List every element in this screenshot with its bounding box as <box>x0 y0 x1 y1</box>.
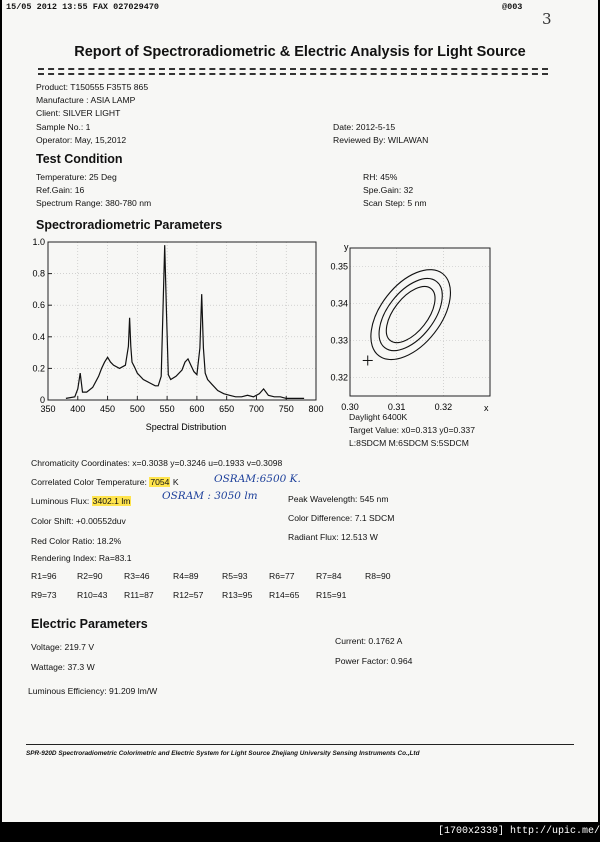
r-value: R6=77 <box>269 571 295 581</box>
chromaticity-x-axis-label: x <box>484 403 489 413</box>
spectral-grid <box>48 242 316 400</box>
target-value-label: Target Value: x0=0.313 y0=0.337 <box>349 425 475 435</box>
r-value: R5=93 <box>222 571 248 581</box>
r-value: R3=46 <box>124 571 150 581</box>
spectral-x-tick-label: 650 <box>219 404 235 414</box>
sdcm-legend: L:8SDCM M:6SDCM S:5SDCM <box>349 438 469 448</box>
spectral-y-tick-label: 1.0 <box>32 237 45 247</box>
chromaticity-y-tick-label: 0.34 <box>330 298 348 309</box>
title-divider-2 <box>38 73 548 75</box>
manufacture-field: Manufacture : ASIA LAMP <box>36 95 136 105</box>
rendering-index: Rendering Index: Ra=83.1 <box>31 553 132 563</box>
sample-no-field: Sample No.: 1 <box>36 122 91 132</box>
handwritten-page-number: 3 <box>542 10 552 28</box>
r-value: R8=90 <box>365 571 391 581</box>
r-value: R2=90 <box>77 571 103 581</box>
spectral-x-ticks <box>40 396 323 414</box>
spectral-x-tick-label: 750 <box>278 404 294 414</box>
spectro-heading: Spectroradiometric Parameters <box>36 218 223 232</box>
chromaticity-y-ticks <box>330 262 348 383</box>
spectral-x-tick-label: 400 <box>70 404 86 414</box>
operator-field: Operator: May, 15,2012 <box>36 135 127 145</box>
chromaticity-y-axis-label: y <box>344 242 349 252</box>
spe-gain-field: Spe.Gain: 32 <box>363 185 414 195</box>
chromaticity-coordinates: Chromaticity Coordinates: x=0.3038 y=0.3246 u=0.1933 v=0.3098 <box>31 458 283 468</box>
spectrum-range-field: Spectrum Range: 380-780 nm <box>36 198 152 208</box>
chromaticity-plot-frame <box>350 248 490 396</box>
spectral-x-tick-label: 550 <box>159 404 175 414</box>
cct-label: Correlated Color Temperature: <box>31 477 147 487</box>
fax-header: 15/05 2012 13:55 FAX 027029470 <box>6 2 160 12</box>
chromaticity-x-tick-label: 0.31 <box>387 402 406 412</box>
scanned-report-page <box>2 0 598 822</box>
reviewed-by-field: Reviewed By: WILAWAN <box>333 135 429 145</box>
spectral-x-tick-label: 500 <box>129 404 145 414</box>
spectral-distribution-chart <box>26 234 326 439</box>
flux-row <box>31 496 131 506</box>
instrument-footer: SPR-920D Spectroradiometric Colorimetric and Electric System for Light Source Zhejiang University Sensing Instruments Co.,Ltd <box>26 750 420 757</box>
electric-heading: Electric Parameters <box>31 617 148 631</box>
chromaticity-y-tick-label: 0.35 <box>330 261 348 272</box>
fax-page-number: @003 <box>502 2 523 12</box>
spectral-x-tick-label: 800 <box>308 404 324 414</box>
spectral-y-tick-label: 0.6 <box>32 300 45 311</box>
wattage-field: Wattage: 37.3 W <box>31 662 95 672</box>
client-field: Client: SILVER LIGHT <box>36 108 121 118</box>
test-condition-heading: Test Condition <box>36 152 123 166</box>
voltage-field: Voltage: 219.7 V <box>31 642 95 652</box>
r-value: R4=89 <box>173 571 199 581</box>
sdcm-ellipse-5sdcm <box>377 278 444 351</box>
red-color-ratio: Red Color Ratio: 18.2% <box>31 536 122 546</box>
r-value: R15=91 <box>316 590 347 600</box>
r-value: R11=87 <box>124 590 154 600</box>
spectral-y-tick-label: 0.8 <box>32 268 45 279</box>
product-field: Product: T150555 F35T5 865 <box>36 82 149 92</box>
chromaticity-x-tick-label: 0.32 <box>434 402 453 412</box>
spectral-x-tick-label: 700 <box>248 404 264 414</box>
chromaticity-chart <box>328 238 498 418</box>
r-value: R9=73 <box>31 590 57 600</box>
spectral-y-tick-label: 0.2 <box>32 363 45 374</box>
spectral-x-tick-label: 350 <box>40 404 56 414</box>
spectral-x-tick-label: 450 <box>100 404 116 414</box>
chromaticity-grid <box>350 248 490 396</box>
date-field: Date: 2012-5-15 <box>333 122 396 132</box>
chromaticity-x-ticks <box>341 402 452 412</box>
scan-step-field: Scan Step: 5 nm <box>363 198 427 208</box>
color-difference: Color Difference: 7.1 SDCM <box>288 513 395 523</box>
cct-unit: K <box>172 477 179 487</box>
ref-gain-field: Ref.Gain: 16 <box>36 185 85 195</box>
cct-value: 7054 <box>150 477 170 487</box>
spectral-x-axis-label: Spectral Distribution <box>145 422 227 432</box>
current-field: Current: 0.1762 A <box>335 636 403 646</box>
title-divider <box>38 68 548 70</box>
spectral-y-tick-label: 0 <box>39 395 45 405</box>
sdcm-ellipses <box>355 255 466 374</box>
rh-field: RH: 45% <box>363 172 398 182</box>
flux-label: Luminous Flux: <box>31 496 90 506</box>
chromaticity-y-tick-label: 0.33 <box>330 335 348 346</box>
spectral-y-tick-label: 0.4 <box>32 331 45 342</box>
measured-point-marker <box>363 355 373 365</box>
peak-wavelength: Peak Wavelength: 545 nm <box>288 494 389 504</box>
cct-row <box>31 477 179 487</box>
temperature-field: Temperature: 25 Deg <box>36 172 117 182</box>
chromaticity-x-tick-label: 0.30 <box>341 402 359 412</box>
chromaticity-y-tick-label: 0.32 <box>330 372 348 383</box>
r-value: R12=57 <box>173 590 204 600</box>
spectral-y-ticks <box>32 237 52 405</box>
sdcm-ellipse-8sdcm <box>355 255 466 374</box>
r-value: R10=43 <box>77 590 108 600</box>
power-factor-field: Power Factor: 0.964 <box>335 656 413 666</box>
footer-divider <box>26 744 574 745</box>
radiant-flux: Radiant Flux: 12.513 W <box>288 532 378 542</box>
handwritten-flux-note: OSRAM : 3050 lm <box>162 490 258 502</box>
spectral-series-line <box>66 245 304 398</box>
r-value: R1=96 <box>31 571 57 581</box>
image-caption: [1700x2339] http://upic.me/ <box>438 826 600 837</box>
luminous-efficiency-field: Luminous Efficiency: 91.209 lm/W <box>28 686 158 696</box>
handwritten-cct-note: OSRAM:6500 K. <box>214 473 301 485</box>
color-shift: Color Shift: +0.00552duv <box>31 516 126 526</box>
r-value: R14=65 <box>269 590 300 600</box>
spectral-plot-frame <box>48 242 316 400</box>
report-title: Report of Spectroradiometric & Electric Analysis for Light Source <box>74 44 526 60</box>
flux-value: 3402.1 lm <box>92 496 131 506</box>
r-value: R13=95 <box>222 590 253 600</box>
r-value: R7=84 <box>316 571 342 581</box>
daylight-label: Daylight 6400K <box>349 412 408 422</box>
sdcm-ellipse-6sdcm <box>367 267 455 362</box>
spectral-x-tick-label: 600 <box>189 404 205 414</box>
